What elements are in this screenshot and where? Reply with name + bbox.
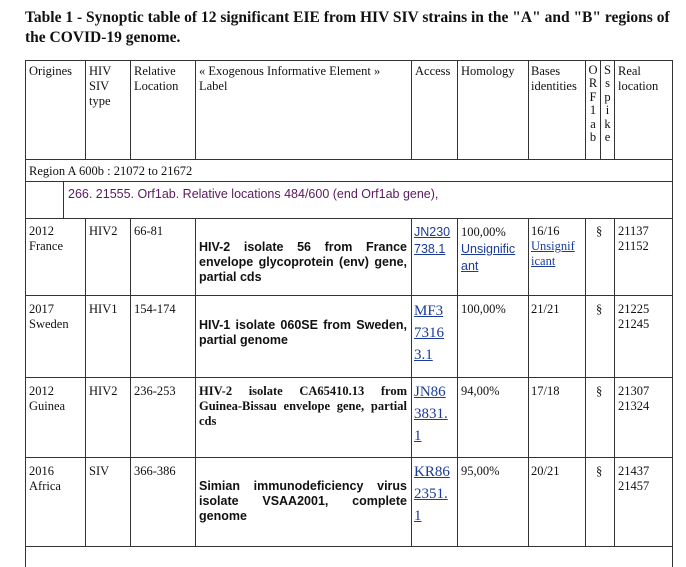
row2-label: HIV-1 isolate 060SE from Sweden, partial genome xyxy=(199,318,407,347)
col-line xyxy=(614,60,615,160)
col-line xyxy=(411,218,412,547)
row1-label: HIV-2 isolate 56 from France envelope glycoprotein (env) gene, partial cds xyxy=(199,240,407,284)
row-divider xyxy=(25,546,672,547)
row4-homology: 95,00% xyxy=(461,464,500,478)
col-line xyxy=(411,60,412,160)
row4-origin: 2016 Africa xyxy=(29,464,61,493)
row4-orf-mark: § xyxy=(596,464,603,478)
header-bases-identities: Bases identities xyxy=(531,64,577,93)
row1-homology: 100,00% Unsignific ant xyxy=(461,225,516,273)
row-divider xyxy=(25,457,672,458)
region-divider xyxy=(25,181,672,182)
col-line xyxy=(457,218,458,547)
row4-bases: 20/21 xyxy=(531,464,560,478)
row-divider xyxy=(25,377,672,378)
header-relative-location: Relative Location xyxy=(134,64,179,93)
row2-bases: 21/21 xyxy=(531,302,560,316)
table-border-left xyxy=(25,60,26,567)
col-line xyxy=(85,218,86,547)
row2-type: HIV1 xyxy=(89,302,118,316)
col-line xyxy=(585,218,586,547)
row1-rel-loc: 66-81 xyxy=(134,224,164,238)
row3-origin: 2012 Guinea xyxy=(29,384,66,413)
region-title: Region A 600b : 21072 to 21672 xyxy=(29,164,193,178)
row1-type: HIV2 xyxy=(89,224,118,238)
header-access: Access xyxy=(415,64,451,78)
row4-real-loc: 21437 21457 xyxy=(618,464,650,493)
row1-access-link[interactable]: JN230 738.1 xyxy=(414,225,451,256)
row4-access-link[interactable]: KR86 2351. 1 xyxy=(414,464,450,524)
col-line xyxy=(85,60,86,160)
row3-orf-mark: § xyxy=(596,384,603,398)
row3-homology: 94,00% xyxy=(461,384,500,398)
header-hiv-siv-type: HIV SIV type xyxy=(89,64,112,108)
header-origines: Origines xyxy=(29,64,73,78)
region-note: 266. 21555. Orf1ab. Relative locations 484/600 (end Orf1ab gene), xyxy=(68,187,439,201)
row-divider xyxy=(25,295,672,296)
row2-homology: 100,00% xyxy=(461,302,506,316)
row2-access-link[interactable]: MF3 7316 3.1 xyxy=(414,303,444,363)
row1-bases: 16/16 Unsignif icant xyxy=(531,224,575,268)
row4-label: Simian immunodeficiency virus isolate VSAA2001, complete genome xyxy=(199,479,407,523)
row3-rel-loc: 236-253 xyxy=(134,384,176,398)
header-homology: Homology xyxy=(461,64,515,78)
row1-origin: 2012 France xyxy=(29,224,64,253)
col-line xyxy=(130,218,131,547)
row3-bases: 17/18 xyxy=(531,384,560,398)
col-line xyxy=(195,60,196,160)
header-divider xyxy=(25,159,672,160)
row2-rel-loc: 154-174 xyxy=(134,302,176,316)
row2-origin: 2017 Sweden xyxy=(29,302,69,331)
row1-real-loc: 21137 21152 xyxy=(618,224,649,253)
row4-rel-loc: 366-386 xyxy=(134,464,176,478)
row3-access-link[interactable]: JN86 3831. 1 xyxy=(414,384,448,444)
row3-real-loc: 21307 21324 xyxy=(618,384,650,413)
col-line xyxy=(130,60,131,160)
header-real-location: Real location xyxy=(618,64,659,93)
col-line xyxy=(457,60,458,160)
col-line xyxy=(614,218,615,547)
row3-label: HIV-2 isolate CA65410.13 from Guinea-Bissau envelope gene, partial cds xyxy=(199,384,407,428)
note-frame-left xyxy=(63,181,64,219)
row-divider xyxy=(25,218,672,219)
header-orf1ab: O R F 1 a b xyxy=(588,63,598,145)
header-label: « Exogenous Informative Element » Label xyxy=(199,64,381,93)
row1-orf-mark: § xyxy=(596,224,603,238)
table-title: Table 1 - Synoptic table of 12 significant EIE from HIV SIV strains in the "A" and "B" regions of the COVID-19 genome. xyxy=(25,9,670,46)
row3-type: HIV2 xyxy=(89,384,118,398)
col-line xyxy=(528,60,529,160)
row2-real-loc: 21225 21245 xyxy=(618,302,650,331)
col-line xyxy=(195,218,196,547)
table-border-right xyxy=(672,60,673,567)
row4-type: SIV xyxy=(89,464,110,478)
header-spike: S s p i k e xyxy=(604,63,611,145)
col-line xyxy=(528,218,529,547)
row2-orf-mark: § xyxy=(596,302,603,316)
table-border-top xyxy=(25,60,672,61)
